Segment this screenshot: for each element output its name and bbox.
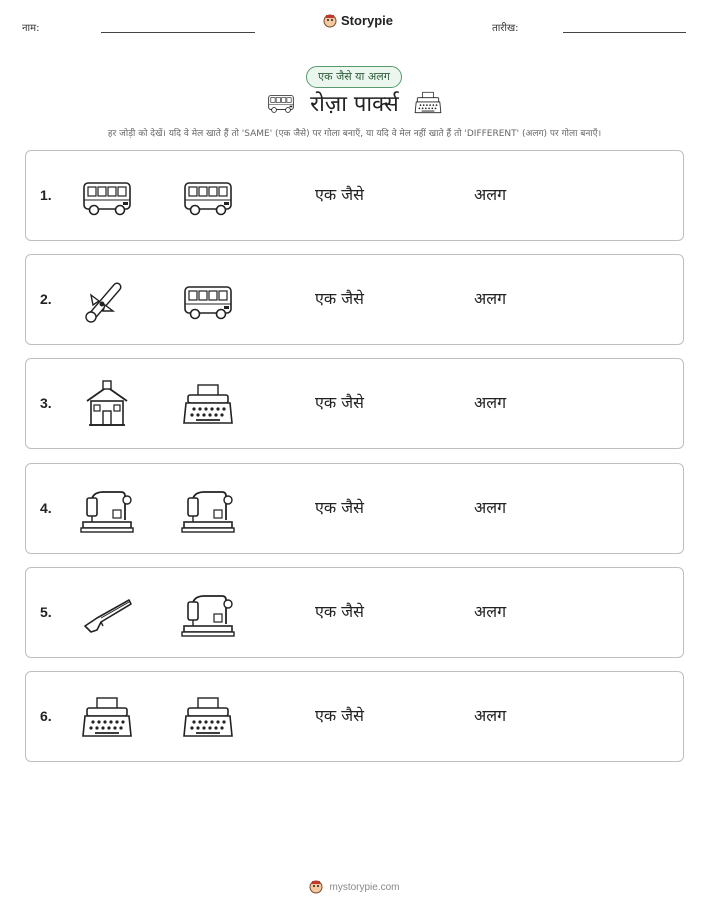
- bus-icon: [266, 88, 296, 118]
- rifle-icon: [79, 586, 135, 642]
- different-option[interactable]: अलग: [474, 706, 507, 725]
- typewriter-icon: [413, 88, 443, 118]
- worksheet-header: [0, 0, 709, 50]
- same-option[interactable]: एक जैसे: [315, 185, 364, 204]
- same-option[interactable]: एक जैसे: [315, 289, 364, 309]
- picture-pic1: [79, 586, 135, 642]
- picture-pic2: [180, 169, 236, 225]
- question-number: 4.: [40, 499, 52, 516]
- instructions: हर जोड़ी को देखें। यदि वे मेल खाते हैं तो 'SAME' (एक जैसे) पर गोला बनाएँ, या यदि वे मेल नहीं खाते हैं तो 'DIFFERENT' (अलग) पर गोला बनाएँ।: [107, 129, 602, 139]
- picture-pic1: [79, 690, 135, 746]
- same-option[interactable]: एक जैसे: [315, 393, 364, 413]
- storypie-icon: [323, 14, 337, 28]
- picture-pic1: [79, 169, 135, 225]
- same-option[interactable]: एक जैसे: [315, 497, 364, 517]
- sewing-machine-icon: [79, 482, 135, 538]
- different-option[interactable]: अलग: [474, 185, 507, 204]
- diploma-icon: [79, 273, 135, 329]
- question-number: 1.: [40, 187, 52, 203]
- different-option[interactable]: अलग: [474, 497, 507, 517]
- question-row: [25, 254, 684, 345]
- schoolhouse-icon: [79, 377, 135, 433]
- question-number: 6.: [40, 708, 52, 724]
- picture-pic1: [79, 273, 135, 329]
- footer: [0, 880, 709, 894]
- sewing-machine-icon: [180, 586, 236, 642]
- date-label: तारीख:: [492, 23, 519, 34]
- picture-pic2: [180, 586, 236, 642]
- footer-site: mystorypie.com: [329, 881, 400, 893]
- page-title: रोज़ा पार्क्स: [310, 92, 399, 117]
- worksheet-type-badge: एक जैसे या अलग: [306, 66, 402, 88]
- picture-pic1: [79, 377, 135, 433]
- question-number: 5.: [40, 603, 52, 620]
- picture-pic2: [180, 482, 236, 538]
- picture-pic1: [79, 482, 135, 538]
- question-row: [25, 358, 684, 449]
- storypie-icon: [309, 880, 323, 894]
- different-option[interactable]: अलग: [474, 289, 507, 309]
- picture-pic2: [180, 273, 236, 329]
- same-option[interactable]: एक जैसे: [315, 601, 364, 621]
- question-row: [25, 150, 684, 241]
- same-option[interactable]: एक जैसे: [315, 706, 364, 725]
- bus-icon: [180, 273, 236, 329]
- question-row: [25, 463, 684, 554]
- bus-icon: [79, 169, 135, 225]
- typewriter-icon: [79, 690, 135, 746]
- brand-logo: [323, 13, 393, 28]
- bus-icon: [180, 169, 236, 225]
- brand-name: Storypie: [341, 13, 394, 28]
- title-row: [0, 88, 709, 118]
- question-row: [25, 567, 684, 658]
- name-line[interactable]: [101, 32, 255, 33]
- different-option[interactable]: अलग: [474, 601, 507, 621]
- question-row: [25, 671, 684, 762]
- question-number: 3.: [40, 395, 52, 412]
- question-number: 2.: [40, 291, 52, 308]
- typewriter-icon: [180, 377, 236, 433]
- name-label: नाम:: [22, 23, 40, 34]
- different-option[interactable]: अलग: [474, 393, 507, 413]
- picture-pic2: [180, 690, 236, 746]
- picture-pic2: [180, 377, 236, 433]
- sewing-machine-icon: [180, 482, 236, 538]
- date-line[interactable]: [563, 32, 686, 33]
- typewriter-icon: [180, 690, 236, 746]
